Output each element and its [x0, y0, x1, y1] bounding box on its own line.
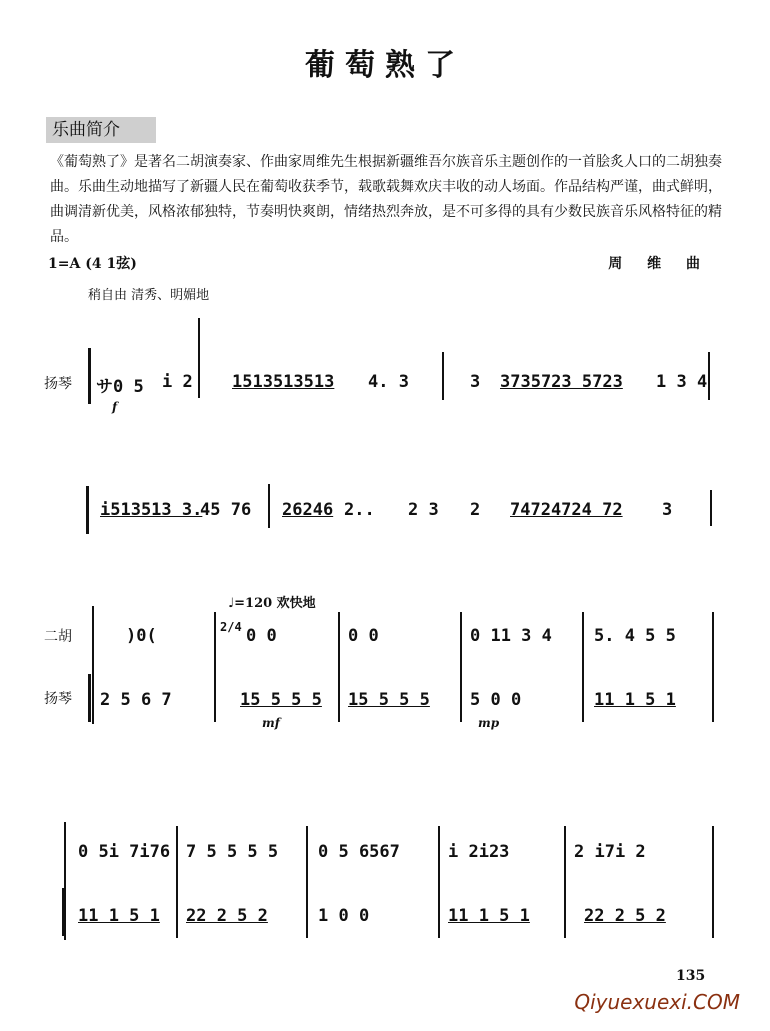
- system-brace: [88, 348, 95, 404]
- score-fragment: 15 5 5 5: [240, 690, 322, 710]
- bar-line: [306, 826, 308, 938]
- score-fragment: 11 1 5 1: [78, 906, 160, 926]
- score-fragment: i 2: [162, 372, 193, 392]
- page-number: 135: [676, 968, 706, 984]
- bar-line: [198, 318, 200, 398]
- score-fragment: 7 5 5 5 5: [186, 842, 279, 862]
- score-fragment: 2: [470, 500, 481, 520]
- score-fragment: i513513 3.: [100, 500, 203, 520]
- bar-line: [460, 612, 462, 722]
- score-fragment: 5. 4 5 5: [594, 626, 676, 646]
- score-fragment: 45 76: [200, 500, 252, 520]
- bar-line: [710, 490, 712, 526]
- bar-line: [214, 612, 216, 722]
- score-fragment: 1 3 4: [656, 372, 708, 392]
- tempo-marking-2: ♩=120 欢快地: [228, 596, 316, 611]
- score-fragment: 22 2 5 2: [186, 906, 268, 926]
- score-fragment: 1 0 0: [318, 906, 370, 926]
- score-fragment: 2 5 6 7: [100, 690, 172, 710]
- score-fragment: 26246: [282, 500, 334, 520]
- dynamic-marking: mf: [262, 716, 280, 730]
- bar-line: [268, 484, 270, 528]
- section-heading: 乐曲简介: [46, 117, 156, 143]
- score-fragment: 0 5 6567: [318, 842, 400, 862]
- instrument-label-yangqin: 扬琴: [44, 376, 72, 392]
- score-fragment: 3: [662, 500, 673, 520]
- score-fragment: )0(: [126, 626, 157, 646]
- score-fragment: 74724724 72: [510, 500, 623, 520]
- key-signature: 1=A (4 1弦): [48, 256, 137, 272]
- score-fragment: i 2i23: [448, 842, 510, 862]
- composer-credit: 周 维 曲: [608, 256, 710, 272]
- bar-line: [582, 612, 584, 722]
- score-fragment: 4. 3: [368, 372, 409, 392]
- tempo-marking-1: 稍自由 清秀、明媚地: [88, 288, 210, 303]
- score-fragment: 0 0: [246, 626, 277, 646]
- score-fragment: 22 2 5 2: [584, 906, 666, 926]
- intro-paragraph: 《葡萄熟了》是著名二胡演奏家、作曲家周维先生根据新疆维吾尔族音乐主题创作的一首脍炙人口的二胡独奏曲。乐曲生动地描写了新疆人民在葡萄收获季节，载歌载舞欢庆丰收的动人场面。作品结构严谨，曲式鲜明，曲调清新优美，风格浓郁独特，节奏明快爽朗，情绪热烈奔放，是不可多得的具有少数民族音乐风格特征的精品。: [50, 154, 722, 245]
- system-brace: [62, 888, 69, 936]
- score-fragment: 0 11 3 4: [470, 626, 552, 646]
- score-fragment: 2 i7i 2: [574, 842, 646, 862]
- bar-line: [712, 612, 714, 722]
- score-fragment: 3735723 5723: [500, 372, 623, 392]
- page-title: 葡萄熟了: [305, 48, 465, 83]
- bar-line: [176, 826, 178, 938]
- score-fragment: 11 1 5 1: [448, 906, 530, 926]
- bar-line: [442, 352, 444, 400]
- score-fragment: 2 3: [408, 500, 439, 520]
- score-fragment: サ0 5: [96, 377, 144, 397]
- system-brace: [86, 486, 93, 534]
- score-fragment: 2..: [344, 500, 375, 520]
- score-fragment: 3: [470, 372, 481, 392]
- system-brace: [88, 674, 95, 722]
- score-fragment: 0 5i 7i76: [78, 842, 171, 862]
- bar-line: [708, 352, 710, 400]
- dynamic-marking: f: [112, 400, 118, 414]
- bar-line: [438, 826, 440, 938]
- instrument-label-erhu: 二胡: [44, 629, 72, 645]
- dynamic-marking: mp: [478, 716, 500, 730]
- time-signature: 2/4: [220, 620, 242, 634]
- watermark: Qiyuexuexi.COM: [574, 990, 740, 1014]
- bar-line: [564, 826, 566, 938]
- instrument-label-yangqin: 扬琴: [44, 691, 72, 707]
- score-fragment: 15 5 5 5: [348, 690, 430, 710]
- score-fragment: 11 1 5 1: [594, 690, 676, 710]
- score-fragment: 5 0 0: [470, 690, 522, 710]
- score-fragment: 1513513513: [232, 372, 335, 392]
- bar-line: [712, 826, 714, 938]
- bar-line: [338, 612, 340, 722]
- score-fragment: 0 0: [348, 626, 379, 646]
